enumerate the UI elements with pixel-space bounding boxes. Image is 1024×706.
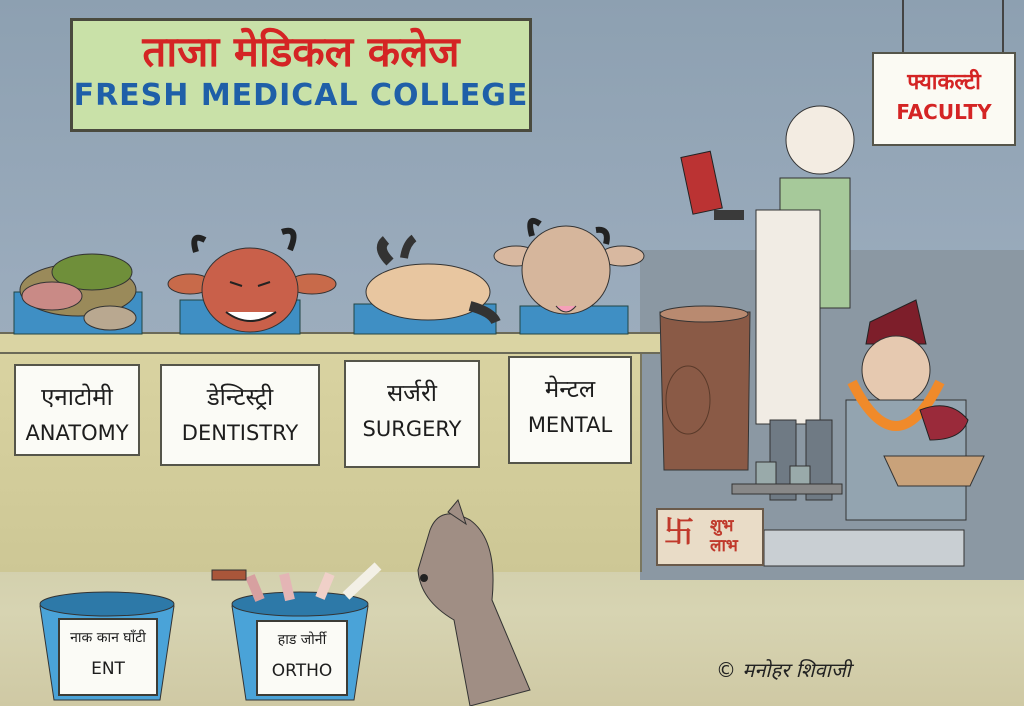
label-surgery-nepali: सर्जरी (386, 379, 438, 407)
labh-text: लाभ (710, 536, 738, 556)
label-anatomy-nepali: एनाटोमी (41, 383, 113, 411)
label-dentistry (160, 364, 320, 466)
ent-tag-nepali: नाक कान घाँटी (70, 630, 146, 646)
swastika-symbol: 卐 (664, 515, 694, 550)
artist-signature: © मनोहर शिवाजी (716, 658, 851, 682)
dog (418, 500, 530, 706)
college-name-english: FRESH MEDICAL COLLEGE (73, 78, 529, 113)
faculty-label-english: FACULTY (896, 100, 992, 124)
label-surgery (344, 360, 480, 468)
label-mental-english: MENTAL (527, 413, 613, 437)
label-mental (508, 356, 632, 464)
label-dentistry-english: DENTISTRY (181, 421, 299, 445)
chopping-block (660, 306, 750, 470)
ent-tag-english: ENT (91, 659, 125, 679)
ent-bucket-tag (58, 618, 158, 696)
goat-head-grey (494, 221, 644, 314)
seated-man (846, 300, 968, 520)
label-dentistry-nepali: डेन्टिस्ट्री (206, 383, 274, 411)
shubh-labh-sign (656, 508, 764, 566)
ortho-tag-nepali: हाड जोर्नी (277, 632, 327, 648)
label-surgery-english: SURGERY (362, 417, 462, 441)
label-anatomy (14, 364, 140, 456)
college-name-nepali: ताजा मेडिकल कलेज (142, 27, 460, 76)
roast-chicken (366, 238, 496, 322)
ortho-bucket-tag (256, 620, 348, 696)
label-mental-nepali: मेन्टल (544, 375, 596, 403)
faculty-label-nepali: फ्याकल्टी (907, 70, 981, 95)
label-anatomy-english: ANATOMY (25, 421, 129, 445)
ortho-tag-english: ORTHO (271, 661, 333, 681)
shubh-text: शुभ (710, 516, 734, 536)
